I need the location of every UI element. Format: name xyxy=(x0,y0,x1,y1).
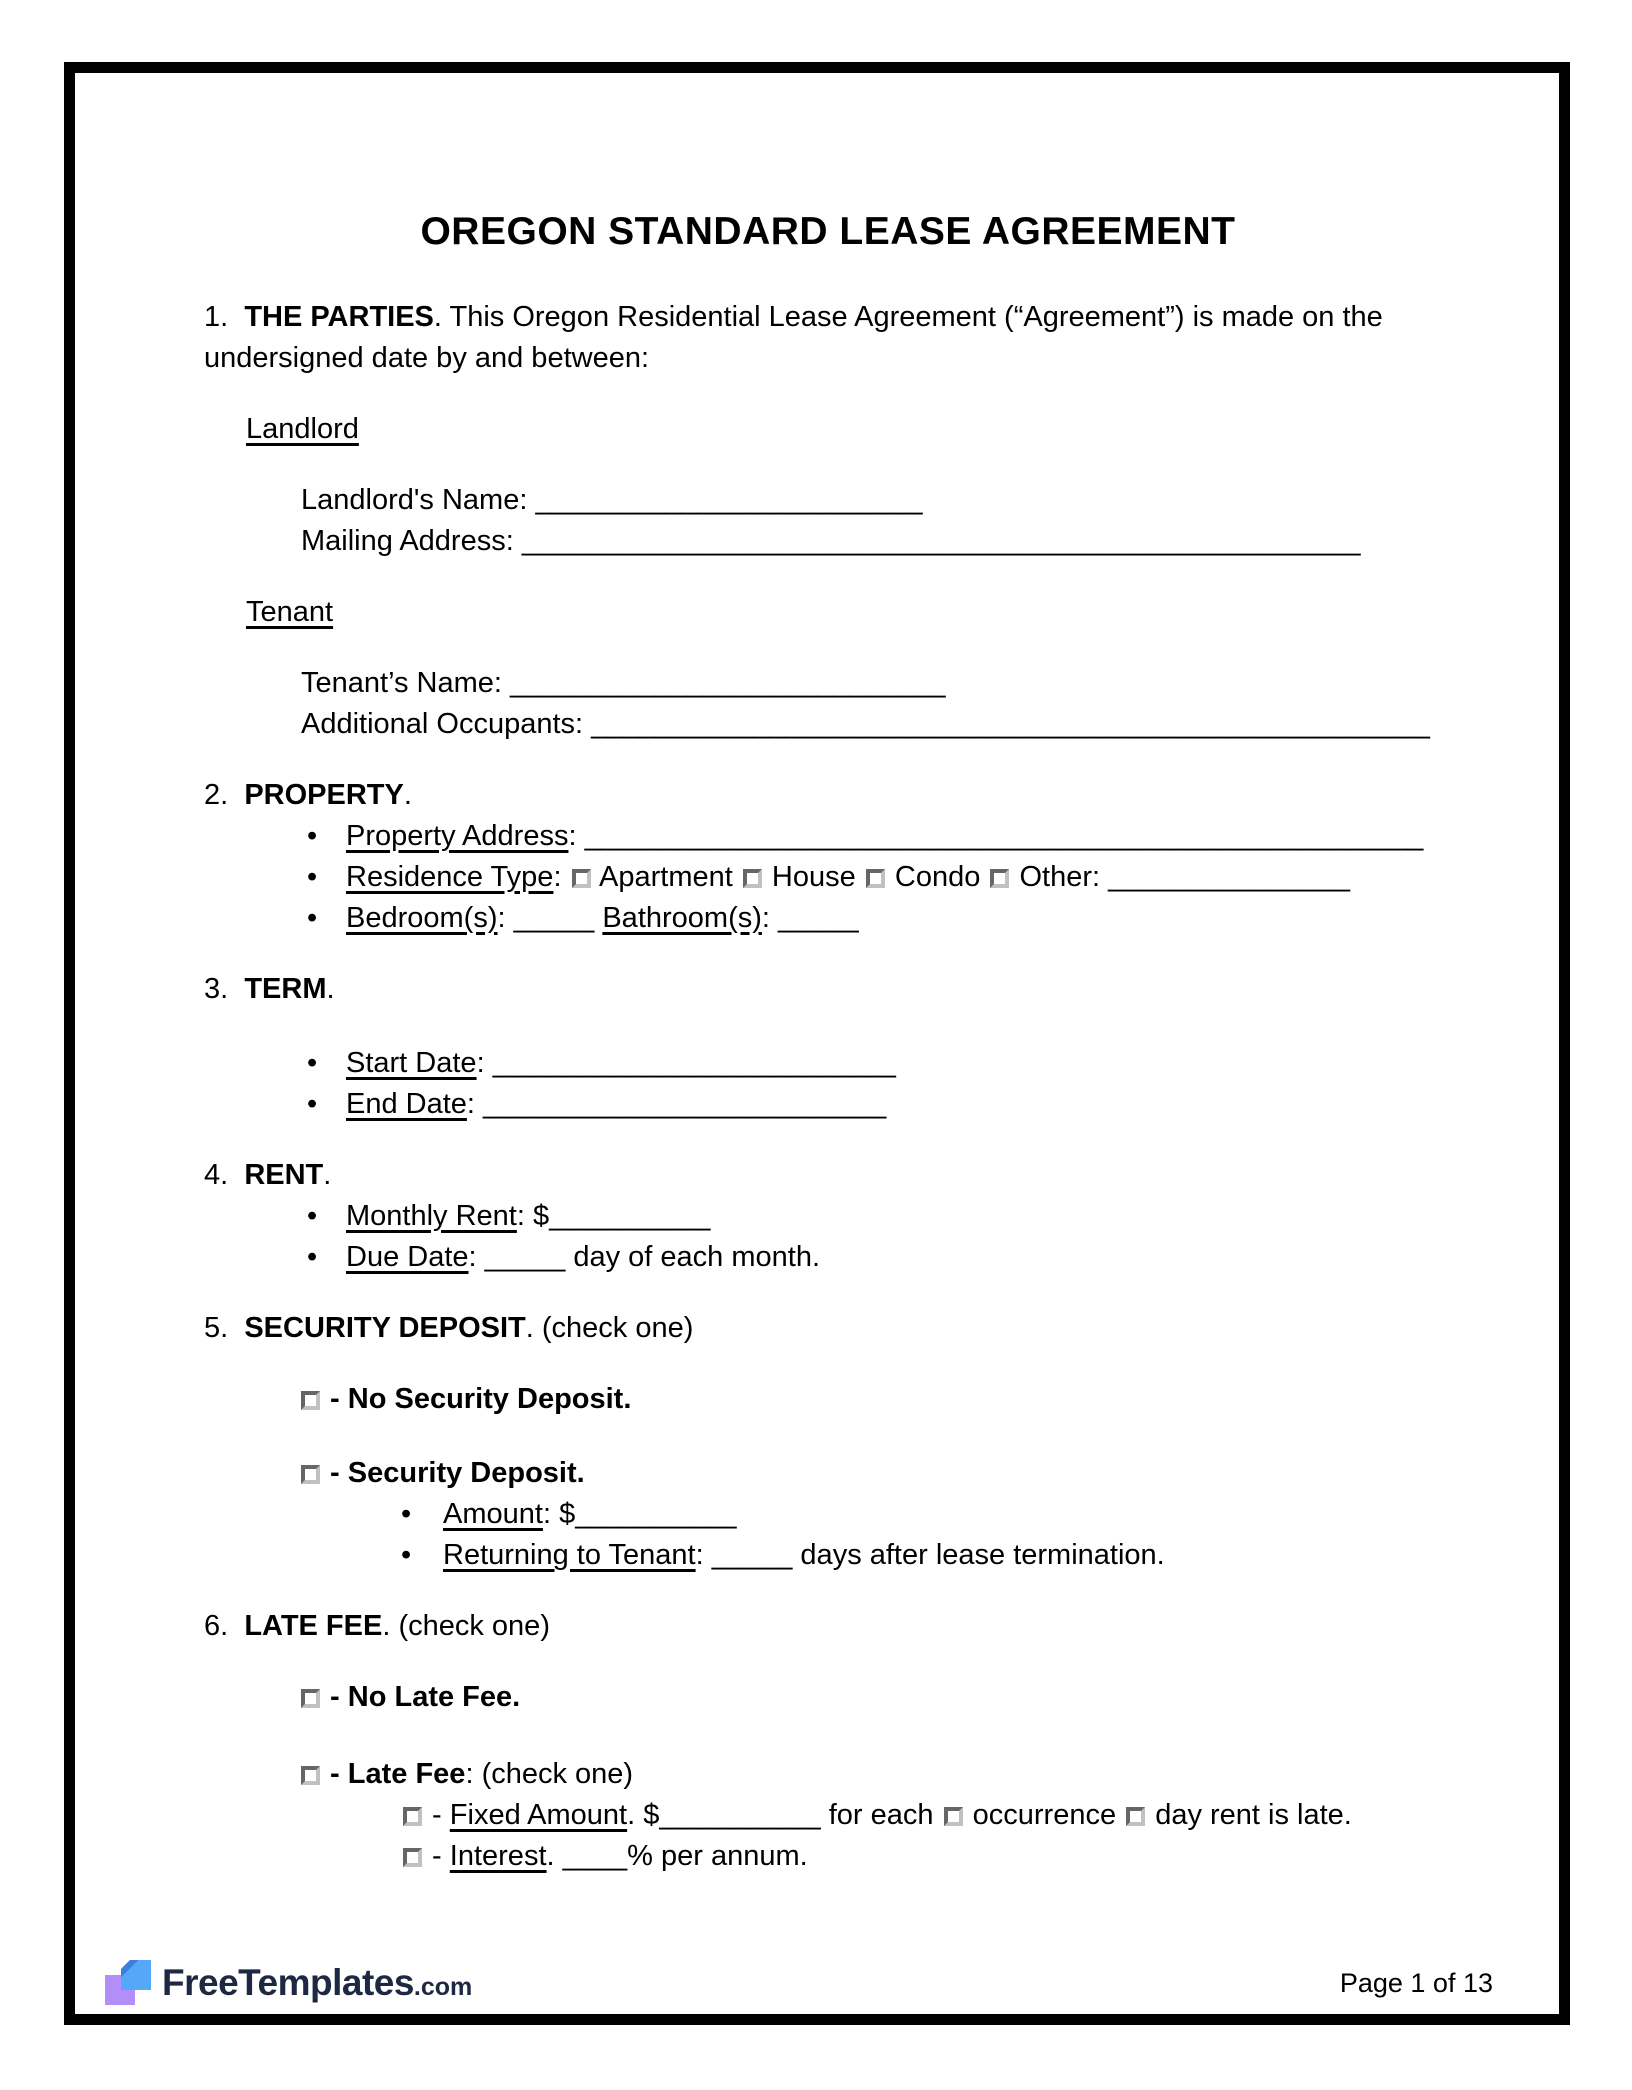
text: - xyxy=(322,1681,348,1713)
spacer xyxy=(204,745,1478,775)
spacer xyxy=(204,562,1478,592)
checkbox[interactable] xyxy=(866,869,885,888)
text: - xyxy=(424,1799,450,1831)
text: Residence Type xyxy=(346,861,554,893)
text: - xyxy=(322,1457,348,1489)
text: : xyxy=(761,902,779,934)
spacer xyxy=(204,1010,1478,1043)
tenant-heading xyxy=(204,592,1478,633)
text: No Security Deposit. xyxy=(347,1383,632,1415)
text: Fixed Amount xyxy=(449,1799,628,1831)
section-number: 4. xyxy=(204,1159,229,1191)
blank-field[interactable]: ____________________________________________________ xyxy=(521,525,1361,557)
brand-wordmark xyxy=(162,1962,472,2004)
text: : xyxy=(466,1088,484,1120)
text: Landlord's Name: xyxy=(301,484,536,516)
text: . This Oregon Residential Lease Agreement (“Agreement”) is made on the xyxy=(433,301,1383,333)
blank-field[interactable]: __________ xyxy=(549,1200,711,1232)
blank-field[interactable]: _______________ xyxy=(1108,861,1351,893)
text: Amount xyxy=(443,1498,543,1530)
field-due-date xyxy=(204,1237,1478,1278)
spacer xyxy=(204,1125,1478,1155)
spacer xyxy=(204,939,1478,969)
spacer xyxy=(204,1420,1478,1453)
text xyxy=(228,1312,244,1344)
blank-field[interactable]: _____ xyxy=(513,902,595,934)
landlord-heading xyxy=(204,409,1478,450)
document-title: OREGON STANDARD LEASE AGREEMENT xyxy=(420,210,1236,253)
text: Condo xyxy=(886,861,989,893)
option-security-deposit xyxy=(204,1453,1478,1494)
checkbox[interactable] xyxy=(301,1465,320,1484)
text: . (check one) xyxy=(382,1610,550,1642)
text: Bathroom(s) xyxy=(602,902,762,934)
text xyxy=(228,973,244,1005)
text: Tenant’s Name: xyxy=(301,667,511,699)
field-deposit-amount xyxy=(204,1494,1478,1535)
text: day of each month. xyxy=(565,1241,821,1273)
section-label: LATE FEE xyxy=(244,1610,383,1642)
blank-field[interactable]: _____ xyxy=(711,1539,793,1571)
spacer xyxy=(204,1718,1478,1754)
checkbox[interactable] xyxy=(403,1807,422,1826)
brand-logo xyxy=(105,1960,472,2006)
text: - xyxy=(322,1758,348,1790)
text: . xyxy=(546,1840,563,1872)
text: : xyxy=(568,820,585,852)
blank-field[interactable]: __________ xyxy=(659,1799,821,1831)
section-label: SECURITY DEPOSIT xyxy=(244,1312,526,1344)
text: No Late Fee. xyxy=(347,1681,521,1713)
spacer xyxy=(204,1278,1478,1308)
blank-field[interactable]: _____ xyxy=(778,902,859,934)
section-label: RENT xyxy=(244,1159,324,1191)
section-number: 6. xyxy=(204,1610,229,1642)
section-3-heading xyxy=(204,969,1478,1010)
text: : $ xyxy=(542,1498,576,1530)
blank-field[interactable]: ____________________________________________________ xyxy=(584,820,1424,852)
spacer xyxy=(204,450,1478,480)
page-number: Page 1 of 13 xyxy=(1339,1967,1493,1998)
text: Property Address xyxy=(346,820,569,852)
field-tenants-name xyxy=(204,663,1478,704)
field-landlords-name xyxy=(204,480,1478,521)
text: Security Deposit. xyxy=(347,1457,585,1489)
checkbox[interactable] xyxy=(301,1391,320,1410)
text: Due Date xyxy=(346,1241,469,1273)
text xyxy=(228,301,244,333)
page-footer xyxy=(105,1958,1493,2008)
page-border-frame xyxy=(64,62,1570,2025)
field-end-date xyxy=(204,1084,1478,1125)
text: : xyxy=(468,1241,485,1273)
checkbox[interactable] xyxy=(990,869,1009,888)
field-bedrooms-bathrooms xyxy=(204,898,1478,939)
brand-tld: .com xyxy=(413,1973,473,2001)
text: Tenant xyxy=(246,596,334,628)
text: End Date xyxy=(346,1088,467,1120)
spacer xyxy=(204,1647,1478,1677)
checkbox[interactable] xyxy=(301,1766,320,1785)
document-page xyxy=(86,84,1548,1877)
section-label: PROPERTY xyxy=(244,779,404,811)
section-label: THE PARTIES xyxy=(244,301,434,333)
text: . xyxy=(403,779,412,811)
text: Mailing Address: xyxy=(301,525,522,557)
document-body xyxy=(204,255,1478,1877)
text: . $ xyxy=(627,1799,660,1831)
checkbox[interactable] xyxy=(572,869,591,888)
spacer xyxy=(204,633,1478,663)
checkbox[interactable] xyxy=(403,1848,422,1867)
section-number: 3. xyxy=(204,973,229,1005)
freetemplates-logo-icon xyxy=(105,1960,151,2006)
text: : xyxy=(497,902,514,934)
field-mailing-address xyxy=(204,521,1478,562)
field-monthly-rent xyxy=(204,1196,1478,1237)
text: : (check one) xyxy=(465,1758,634,1790)
blank-field[interactable]: ____________________________________________________ xyxy=(591,708,1430,740)
section-number: 1. xyxy=(204,301,229,333)
text: . xyxy=(323,1159,332,1191)
option-no-security-deposit xyxy=(204,1379,1478,1420)
field-start-date xyxy=(204,1043,1478,1084)
spacer xyxy=(204,255,1478,297)
field-deposit-return xyxy=(204,1535,1478,1576)
text xyxy=(228,1610,244,1642)
section-number: 5. xyxy=(204,1312,229,1344)
option-no-late-fee xyxy=(204,1677,1478,1718)
text: : xyxy=(476,1047,493,1079)
text: Bedroom(s) xyxy=(346,902,498,934)
section-5-heading xyxy=(204,1308,1478,1349)
option-late-fee xyxy=(204,1754,1478,1795)
checkbox[interactable] xyxy=(743,869,762,888)
text: . xyxy=(326,973,335,1005)
blank-field[interactable]: ____ xyxy=(562,1840,628,1872)
text: % per annum. xyxy=(627,1840,808,1872)
section-label: TERM xyxy=(244,973,327,1005)
field-additional-occupants xyxy=(204,704,1478,745)
spacer xyxy=(204,379,1478,409)
text: Apartment xyxy=(592,861,741,893)
field-property-address xyxy=(204,816,1478,857)
text: for each xyxy=(820,1799,942,1831)
checkbox[interactable] xyxy=(944,1807,963,1826)
text: Other: xyxy=(1011,861,1109,893)
text xyxy=(228,1159,244,1191)
blank-field[interactable]: ___________________________ xyxy=(510,667,946,699)
option-late-fee-fixed-amount xyxy=(204,1795,1478,1836)
section-number: 2. xyxy=(204,779,229,811)
text: Landlord xyxy=(246,413,359,445)
text: Interest xyxy=(449,1840,547,1872)
brand-name: FreeTemplates xyxy=(162,1962,414,2003)
text: : $ xyxy=(516,1200,550,1232)
blank-field[interactable]: __________ xyxy=(575,1498,737,1530)
checkbox[interactable] xyxy=(301,1689,320,1708)
text: . (check one) xyxy=(525,1312,694,1344)
text: : xyxy=(553,861,570,893)
section-4-heading xyxy=(204,1155,1478,1196)
text: - xyxy=(424,1840,450,1872)
text: Monthly Rent xyxy=(346,1200,517,1232)
text: : xyxy=(695,1539,712,1571)
section-2-heading xyxy=(204,775,1478,816)
text: day rent is late. xyxy=(1147,1799,1352,1831)
text xyxy=(228,779,244,811)
spacer xyxy=(204,1349,1478,1379)
text: - xyxy=(322,1383,348,1415)
section-1-parties xyxy=(204,297,1478,379)
section-6-heading xyxy=(204,1606,1478,1647)
option-late-fee-interest xyxy=(204,1836,1478,1877)
spacer xyxy=(204,1576,1478,1606)
text: Additional Occupants: xyxy=(301,708,592,740)
field-residence-type xyxy=(204,857,1478,898)
text: Late Fee xyxy=(347,1758,466,1790)
blank-field[interactable]: _________________________ xyxy=(492,1047,896,1079)
text: days after lease termination. xyxy=(792,1539,1165,1571)
blank-field[interactable]: _____ xyxy=(484,1241,566,1273)
blank-field[interactable]: _________________________ xyxy=(483,1088,887,1120)
checkbox[interactable] xyxy=(1126,1807,1145,1826)
blank-field[interactable]: ________________________ xyxy=(535,484,923,516)
text: Returning to Tenant xyxy=(443,1539,696,1571)
text: Start Date xyxy=(346,1047,477,1079)
text: House xyxy=(763,861,864,893)
text: occurrence xyxy=(964,1799,1125,1831)
text: undersigned date by and between: xyxy=(204,342,650,374)
